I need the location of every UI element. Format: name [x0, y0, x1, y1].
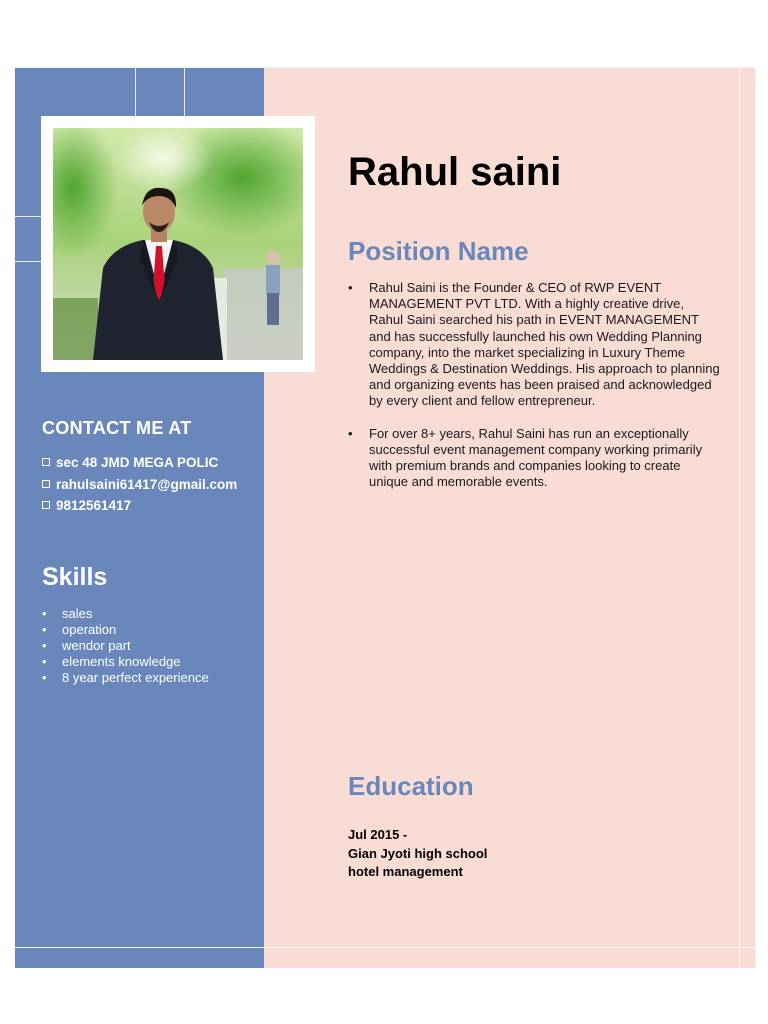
photo-frame [41, 116, 315, 372]
contact-title: CONTACT ME AT [42, 418, 192, 438]
education-entry [348, 826, 487, 882]
position-title: Position Name [348, 236, 529, 266]
person-name: Rahul saini [348, 150, 562, 194]
profile-photo [53, 128, 303, 360]
skill-item: • 8 year perfect experience [42, 670, 209, 685]
decor-line [15, 261, 41, 262]
bullet-icon: • [42, 638, 47, 653]
decor-line [15, 947, 755, 948]
contact-address: sec 48 JMD MEGA POLIC [56, 455, 219, 470]
contact-phone: 9812561417 [56, 498, 132, 513]
contact-item-email [42, 474, 237, 496]
contact-list [42, 452, 237, 517]
skill-item: • elements knowledge [42, 654, 181, 669]
skill-item: • operation [42, 622, 117, 637]
decor-line [739, 68, 740, 968]
decor-line [15, 216, 41, 217]
resume-page [15, 68, 755, 968]
education-course: hotel management [348, 864, 463, 879]
square-bullet-icon [42, 501, 50, 509]
skills-title: Skills [42, 563, 108, 591]
bullet-icon: • [42, 654, 47, 669]
bullet-icon: • [42, 670, 47, 685]
education-title: Education [348, 771, 474, 801]
contact-item-address [42, 452, 237, 474]
contact-item-phone [42, 495, 237, 517]
bullet-icon: • [348, 425, 353, 441]
education-date: Jul 2015 - [348, 827, 408, 842]
bullet-icon: • [42, 606, 47, 621]
bullet-icon: • [42, 622, 47, 637]
skill-item: • sales [42, 606, 93, 621]
position-bullet: • For over 8+ years, Rahul Saini has run an exceptionally successful event management company working primarily with premium brands and companies looking to create unique and memorable events. [348, 425, 703, 490]
position-bullet: • Rahul Saini is the Founder & CEO of RWP EVENT MANAGEMENT PVT LTD. With a highly creative drive, Rahul Saini searched his path in EVENT MANAGEMENT and has successfully launched his own Wedding Planning company, into the market specializing in Luxury Theme Weddings & Destination Weddings. His approach to planning and organizing events has been praised and acknowledged by every client and fellow entrepreneur. [348, 280, 720, 409]
bullet-icon: • [348, 280, 353, 295]
square-bullet-icon [42, 458, 50, 466]
position-bullets [348, 280, 720, 490]
decor-line [135, 68, 136, 116]
skill-item: • wendor part [42, 638, 131, 653]
viewer-top-margin [0, 0, 768, 54]
viewer-bottom-margin [0, 968, 768, 1024]
square-bullet-icon [42, 480, 50, 488]
decor-line [184, 68, 185, 116]
contact-email: rahulsaini61417@gmail.com [56, 476, 238, 492]
skills-list [42, 606, 209, 686]
education-school: Gian Jyoti high school [348, 845, 488, 861]
